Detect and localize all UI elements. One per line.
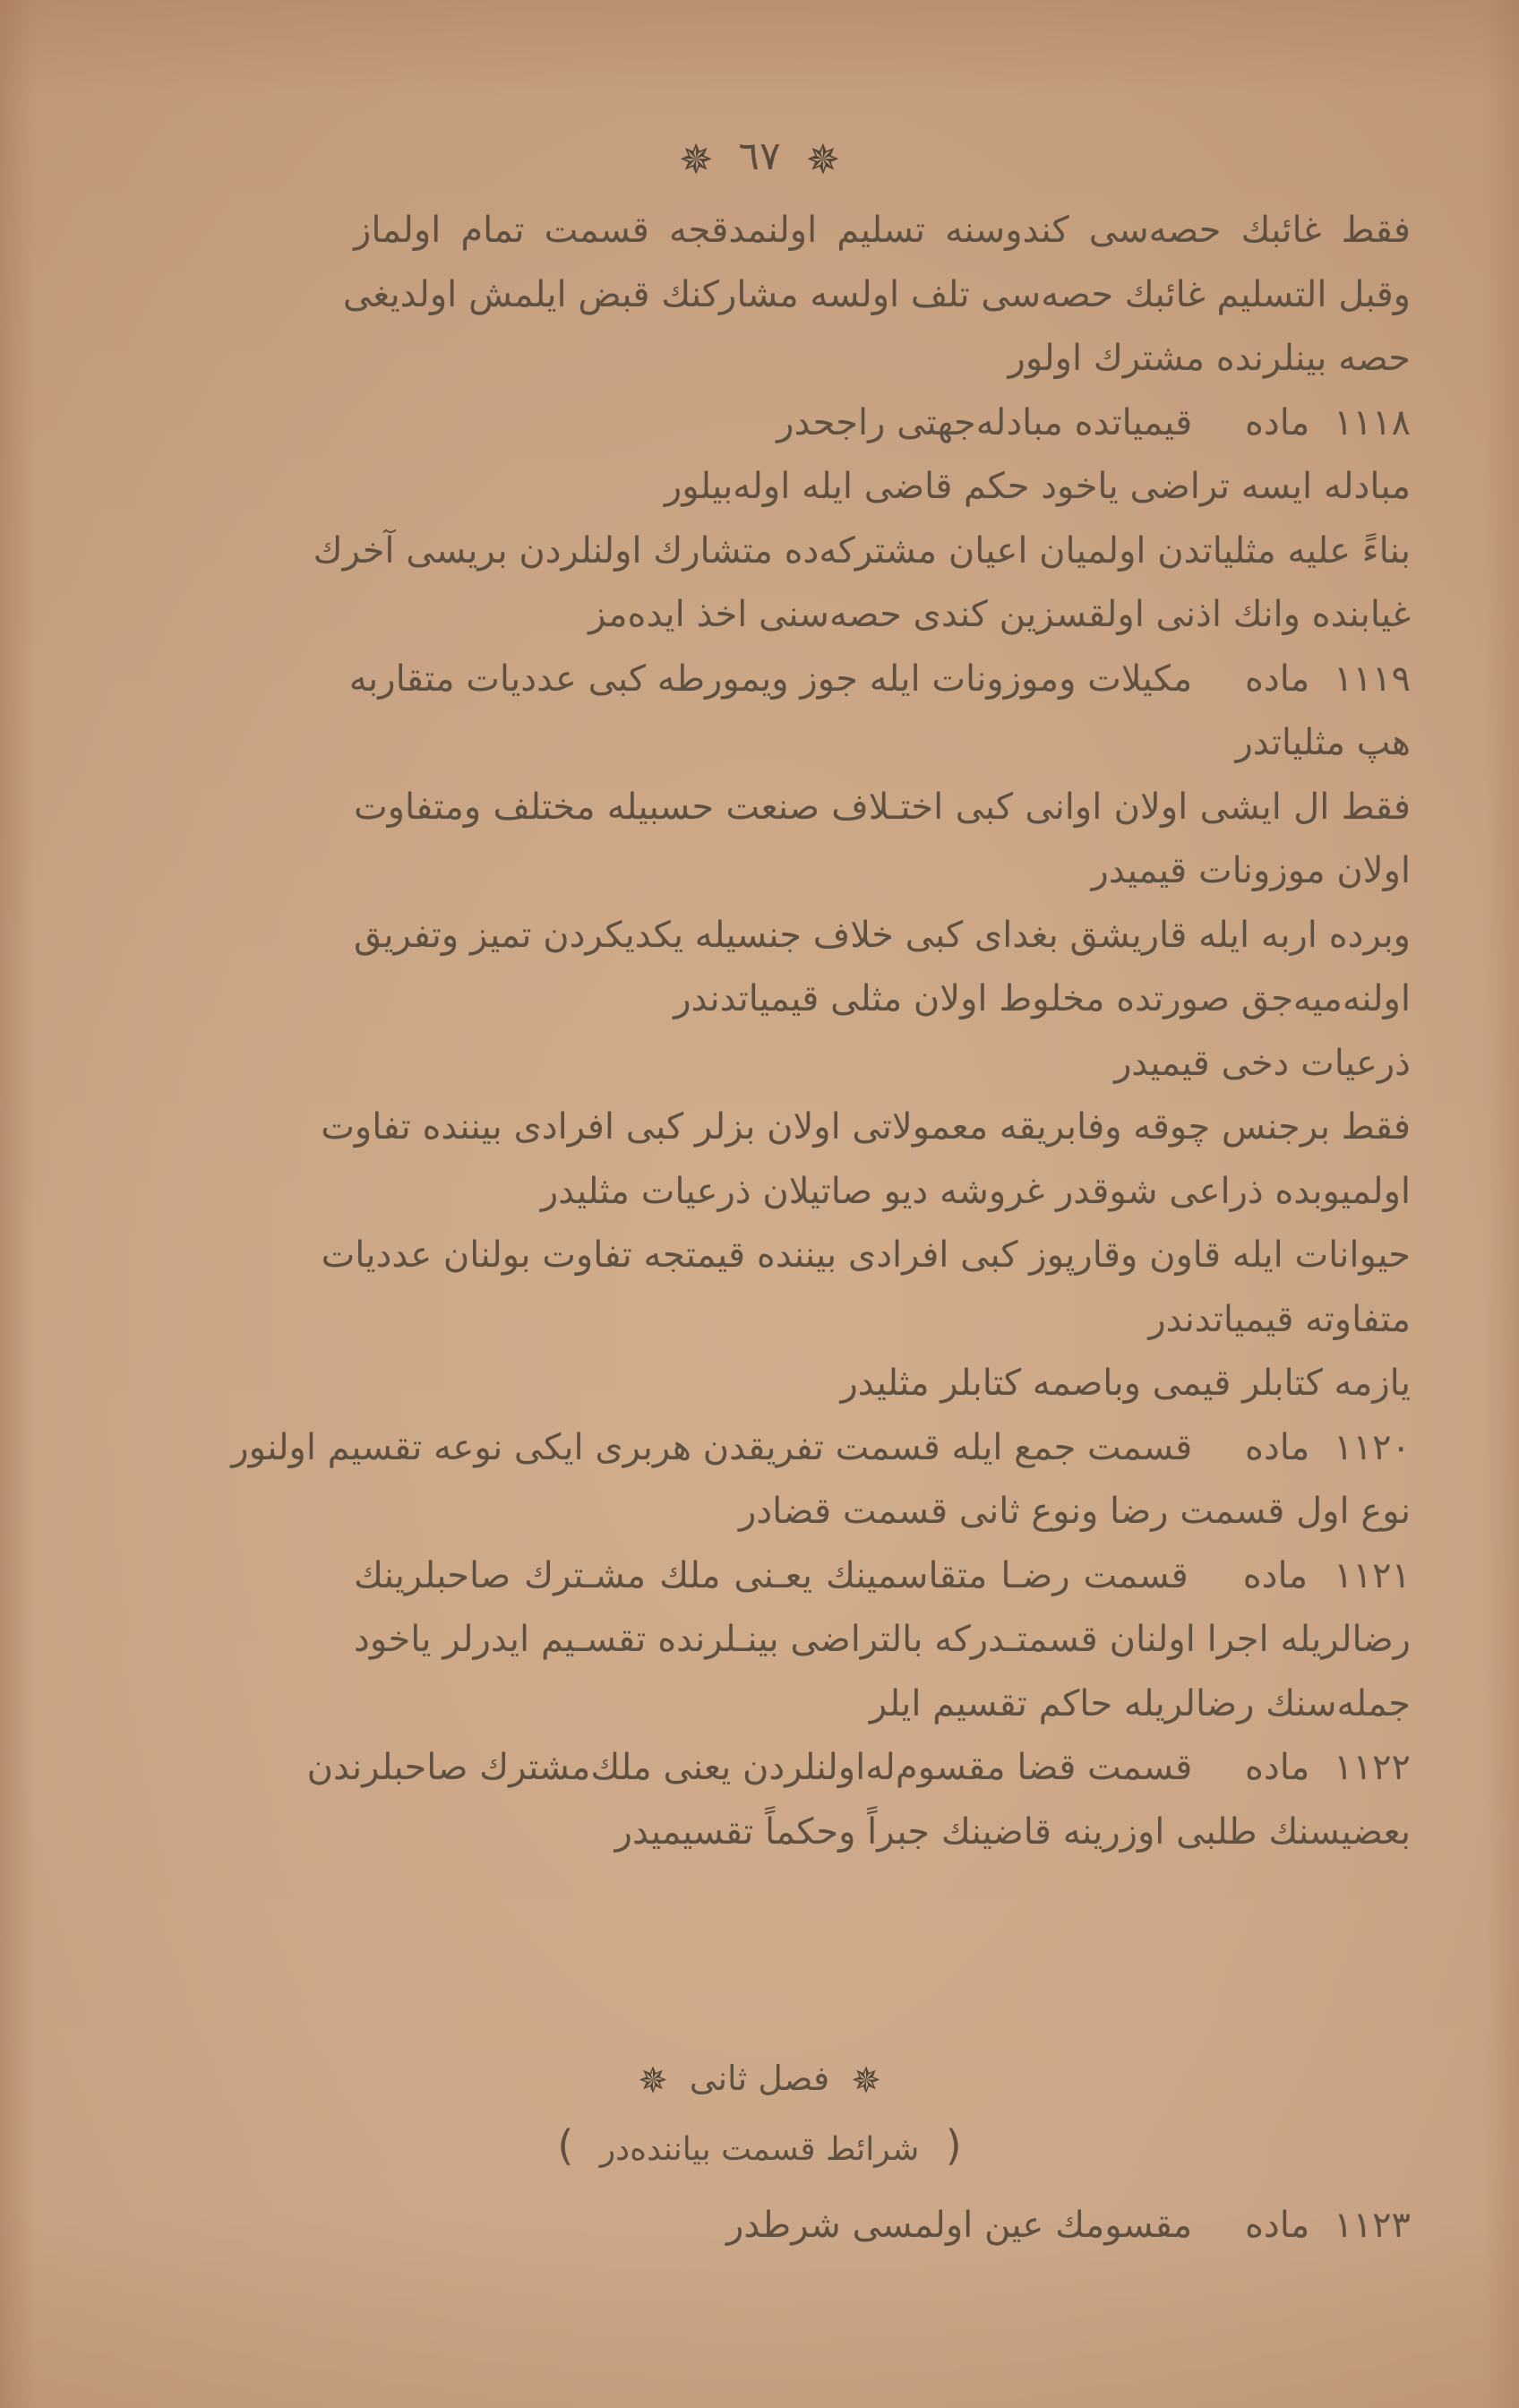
page-header xyxy=(0,130,1519,186)
text-line xyxy=(354,1352,1411,1416)
text-line xyxy=(354,776,1411,840)
article-number: ١١٢٢ xyxy=(1334,1747,1411,1788)
line-text: فقط برجنس چوقه وفابريقه معمولاتی اولان بزلر كبی افرادی بيننده تفاوت xyxy=(321,1106,1411,1148)
text-line xyxy=(321,1224,1411,1288)
text-line xyxy=(354,1673,1411,1737)
article-label: ماده xyxy=(1244,1426,1310,1468)
page-number: ٦٧ xyxy=(738,133,781,179)
article-number: ١١١٨ xyxy=(1334,401,1411,443)
article-line-1123 xyxy=(354,2193,1411,2258)
line-text: يازمه كتابلر قيمی وباصمه كتابلر مثليدر xyxy=(840,1363,1411,1404)
line-text: فقط ال ايشی اولان اوانی كبی اختـلاف صنعت حسبيله مختلف ومتفاوت xyxy=(354,786,1411,828)
line-text: ذرعيات دخی قيميدر xyxy=(1114,1042,1411,1084)
text-line xyxy=(354,968,1411,1032)
section-title: فصل ثانی xyxy=(689,2059,830,2098)
paren-open: ( xyxy=(945,2121,962,2170)
text-line xyxy=(354,711,1411,776)
text-line xyxy=(354,455,1411,520)
line-text: فقط غائبك حصه‌سی كندوسنه تسليم اولنمدقجه قسمت تمام اولماز xyxy=(354,210,1411,251)
line-text: اولان موزونات قيميدر xyxy=(1091,850,1411,891)
line-text: جمله‌سنك رضالريله حاكم تقسيم ايلر xyxy=(869,1682,1411,1724)
text-line xyxy=(313,520,1411,584)
star-ornament-icon: ✵ xyxy=(678,134,714,184)
star-ornament-icon: ✵ xyxy=(805,134,841,184)
page-edge-shadow-left xyxy=(0,0,36,2408)
line-text: بناءً عليه مثلياتدن اولميان اعيان مشتركه‌ده متشارك اولنلردن بريسی آخرك xyxy=(313,529,1411,572)
line-text: وقبل التسليم غائبك حصه‌سی تلف اولسه مشاركنك قبض ايلمش اولديغی xyxy=(342,273,1411,315)
line-text: حصه بينلرنده مشترك اولور xyxy=(1008,338,1411,379)
section-heading xyxy=(0,2051,1519,2108)
article-heading-line xyxy=(354,1544,1411,1609)
line-text: اولنه‌ميه‌جق صورتده مخلوط اولان مثلی قيمياتدندر xyxy=(674,978,1411,1019)
line-text: وبرده اربه ايله قاريشق بغدای كبی خلاف جنسيله يكديكردن تميز وتفريق xyxy=(354,914,1411,956)
text-line xyxy=(354,199,1411,263)
text-line xyxy=(354,327,1411,391)
article-text: مقسومك عين اولمسی شرطدر xyxy=(726,2205,1193,2246)
line-text: رضالريله اجرا اولنان قسمتـدركه بالتراضی بينـلرنده تقسـيم ايدرلر ياخود xyxy=(354,1619,1411,1660)
section-subtitle xyxy=(0,2114,1519,2181)
line-text: قسمت قضا مقسوم‌له‌اولنلردن يعنی ملك‌مشترك صاحبلرندن xyxy=(306,1747,1193,1788)
line-text: بعضيسنك طلبی اوزرينه قاضينك جبراً وحكماً تقسيميدر xyxy=(614,1810,1411,1853)
article-heading-line xyxy=(231,1416,1411,1481)
page-edge-shadow-right xyxy=(1483,0,1519,2408)
line-text: هپ مثلياتدر xyxy=(1235,722,1411,763)
article-label: ماده xyxy=(1242,1554,1309,1596)
article-label: ماده xyxy=(1244,401,1310,443)
text-line xyxy=(354,1801,1411,1865)
body-text xyxy=(231,199,1411,1864)
line-text: قسمت رضـا متقاسمينك يعـنی ملك مشـترك صاحبلرينك xyxy=(354,1554,1189,1596)
text-line xyxy=(321,1096,1411,1160)
text-line xyxy=(354,1480,1411,1544)
line-text: قيمياتده مبادله‌جهتی راجحدر xyxy=(777,401,1193,443)
line-text: اولميوبده ذراعی شوقدر غروشه ديو صاتيلان ذرعيات مثليدر xyxy=(540,1170,1411,1212)
line-text: مكيلات وموزونات ايله جوز ويمورطه كبی عدديات متقاربه xyxy=(348,658,1193,700)
text-line xyxy=(354,1288,1411,1353)
text-line xyxy=(354,1608,1411,1673)
article-label: ماده xyxy=(1244,1747,1310,1788)
star-ornament-icon: ✵ xyxy=(851,2060,881,2102)
article-heading-line xyxy=(354,391,1411,456)
article-number: ١١٢٠ xyxy=(1334,1426,1411,1468)
text-line xyxy=(342,263,1411,328)
line-text: مبادله ايسه تراضی ياخود حكم قاضی ايله اوله‌بيلور xyxy=(664,466,1411,507)
line-text: متفاوته قيمياتدندر xyxy=(1148,1298,1411,1340)
article-number: ١١٢٣ xyxy=(1334,2205,1411,2246)
star-ornament-icon: ✵ xyxy=(638,2060,668,2102)
line-text: حيوانات ايله قاون وقارپوز كبی افرادی بيننده قيمتجه تفاوت بولنان عدديات xyxy=(321,1234,1411,1276)
text-line xyxy=(354,839,1411,904)
line-text: قسمت جمع ايله قسمت تفريقدن هربری ايكی نوعه تقسيم اولنور xyxy=(231,1426,1193,1468)
article-heading-line xyxy=(306,1736,1411,1801)
article-heading-line xyxy=(348,648,1411,712)
section-subtitle-text: شرائط قسمت بياننده‌در xyxy=(599,2131,920,2168)
article-number: ١١١٩ xyxy=(1334,658,1411,700)
line-text: غيابنده وانك اذنی اولقسزين كندی حصه‌سنی اخذ ايده‌مز xyxy=(588,594,1411,635)
paren-close: ) xyxy=(557,2121,574,2170)
article-label: ماده xyxy=(1244,2205,1310,2246)
line-text: نوع اول قسمت رضا ونوع ثانی قسمت قضادر xyxy=(739,1491,1411,1532)
text-line xyxy=(354,583,1411,648)
article-label: ماده xyxy=(1244,658,1310,700)
text-line xyxy=(354,1160,1411,1225)
article-number: ١١٢١ xyxy=(1334,1554,1411,1596)
text-line xyxy=(354,1032,1411,1096)
text-line xyxy=(354,904,1411,968)
